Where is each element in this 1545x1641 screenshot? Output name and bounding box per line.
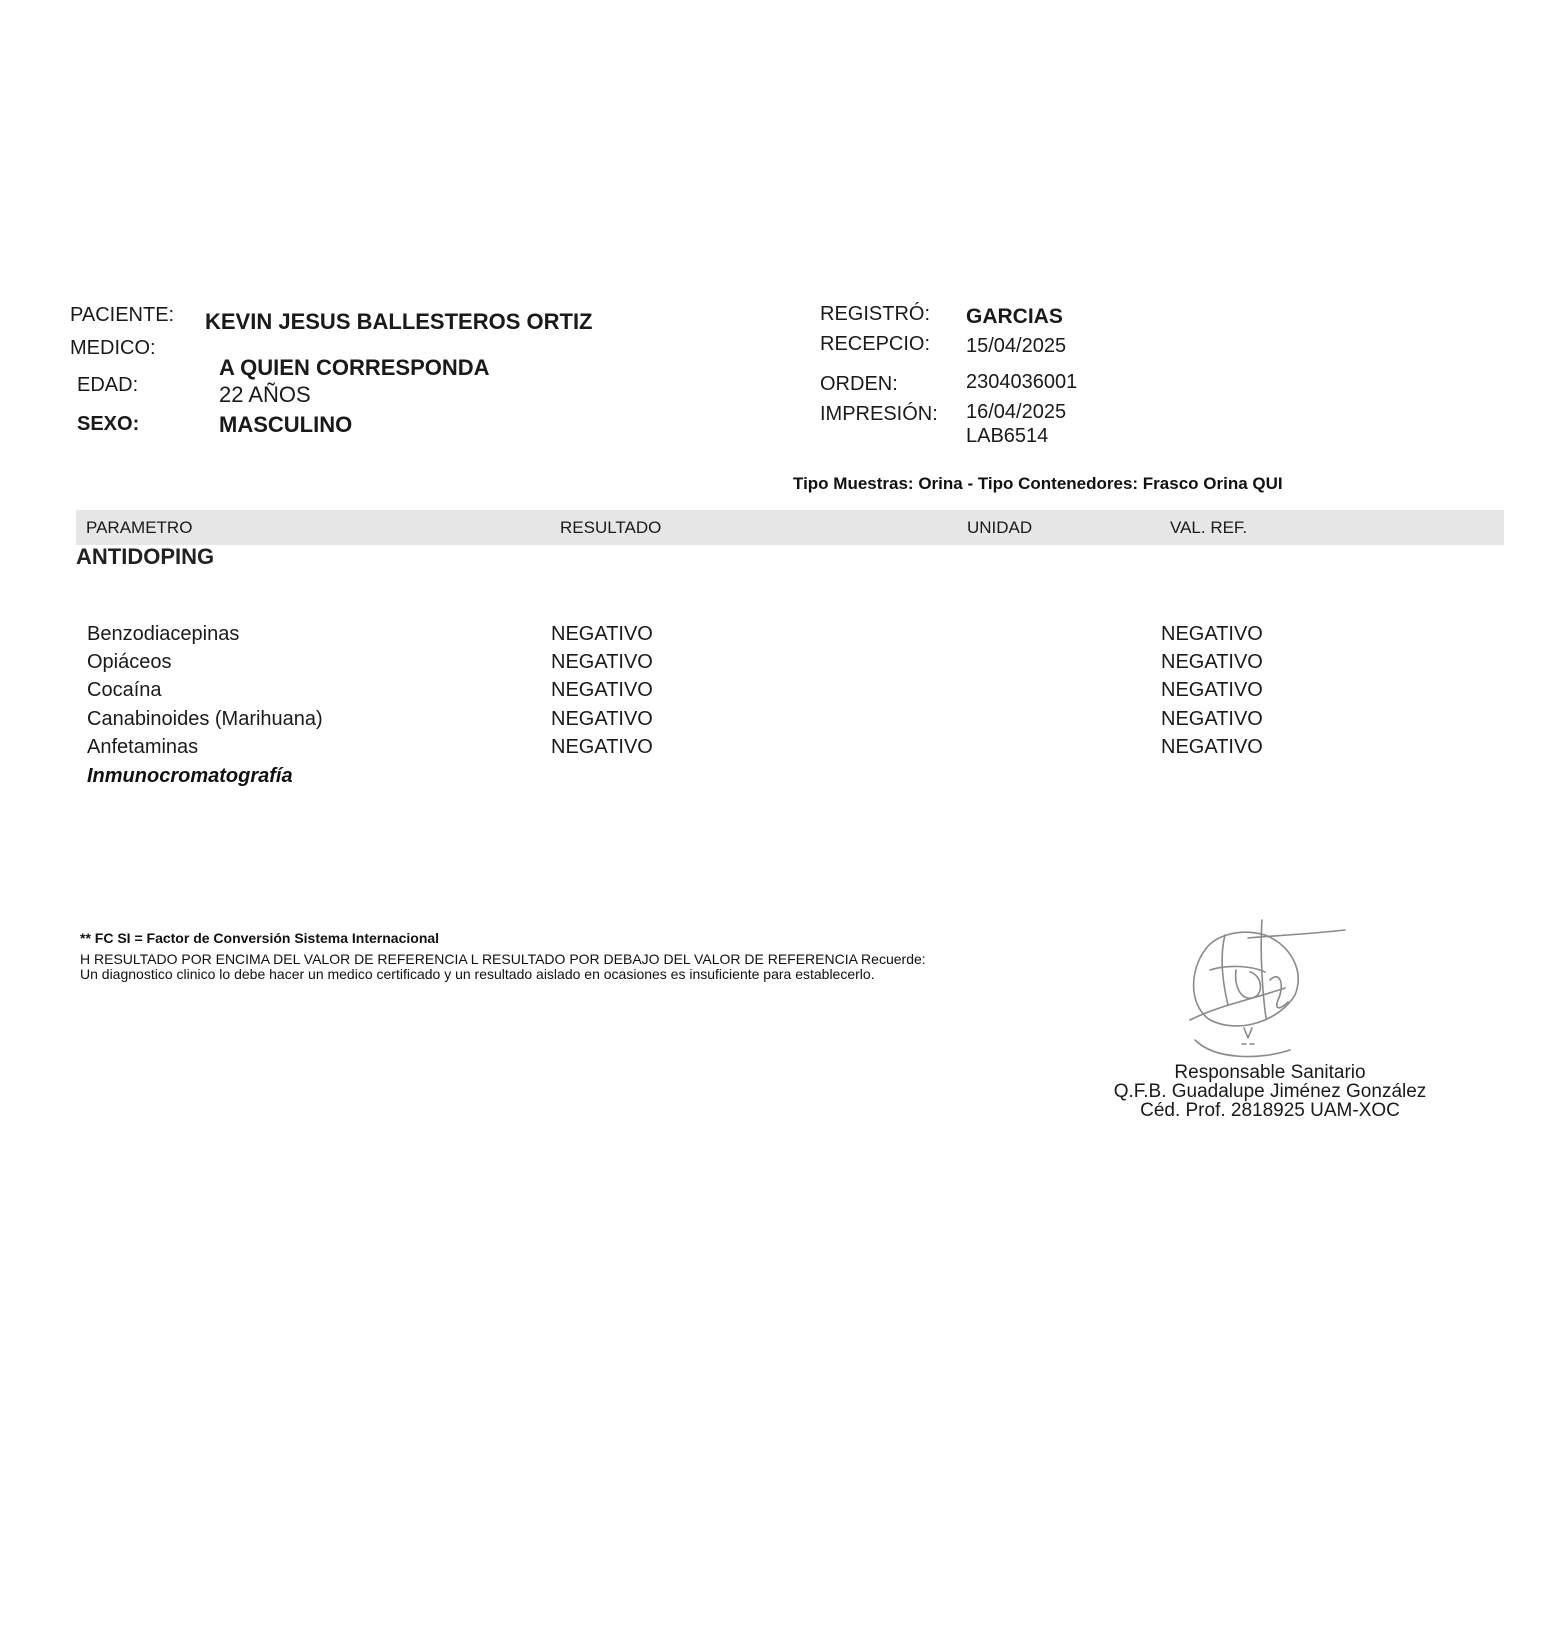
edad-label: EDAD: xyxy=(77,374,139,396)
cell-parametro: Benzodiacepinas xyxy=(87,623,240,645)
section-title: ANTIDOPING xyxy=(76,544,215,569)
signature-image xyxy=(1170,910,1360,1065)
registro-label: REGISTRÓ: xyxy=(820,303,931,325)
table-row xyxy=(0,651,1545,679)
signature-cedula: Céd. Prof. 2818925 UAM-XOC xyxy=(1140,1100,1400,1121)
header-val-ref: VAL. REF. xyxy=(1170,518,1248,537)
signature-name: Q.F.B. Guadalupe Jiménez González xyxy=(1113,1081,1427,1102)
cell-parametro: Opiáceos xyxy=(87,651,172,673)
method-label: Inmunocromatografía xyxy=(87,765,293,787)
cell-parametro: Canabinoides (Marihuana) xyxy=(87,708,323,730)
cell-resultado: NEGATIVO xyxy=(551,679,653,701)
cell-resultado: NEGATIVO xyxy=(551,623,653,645)
medico-label: MEDICO: xyxy=(70,337,156,359)
table-row xyxy=(0,679,1545,707)
sexo-label: SEXO: xyxy=(77,413,140,435)
recepcion-value: 15/04/2025 xyxy=(966,335,1067,357)
footer-line-1: H RESULTADO POR ENCIMA DEL VALOR DE REFERENCIA L RESULTADO POR DEBAJO DEL VALOR DE REFERENCIA Recuerde: xyxy=(80,951,926,967)
footer-line-2: Un diagnostico clinico lo debe hacer un medico certificado y un resultado aislado en ocasiones es insuficiente para establecerlo. xyxy=(80,966,875,982)
impresion-value: 16/04/2025 xyxy=(966,401,1067,423)
cell-resultado: NEGATIVO xyxy=(551,736,653,758)
cell-parametro: Anfetaminas xyxy=(87,736,199,758)
cell-val-ref: NEGATIVO xyxy=(1161,736,1263,758)
header-resultado: RESULTADO xyxy=(560,518,662,537)
table-row xyxy=(0,708,1545,736)
recepcion-label: RECEPCIO: xyxy=(820,333,931,355)
cell-parametro: Cocaína xyxy=(87,679,162,701)
cell-resultado: NEGATIVO xyxy=(551,651,653,673)
table-row xyxy=(0,623,1545,651)
table-header xyxy=(76,510,1504,545)
signature-title: Responsable Sanitario xyxy=(1174,1062,1366,1083)
table-row xyxy=(0,736,1545,764)
orden-value: 2304036001 xyxy=(966,371,1078,393)
fc-note: ** FC SI = Factor de Conversión Sistema Internacional xyxy=(80,930,440,946)
cell-val-ref: NEGATIVO xyxy=(1161,651,1263,673)
patient-label: PACIENTE: xyxy=(70,304,175,326)
edad-value: 22 AÑOS xyxy=(219,382,311,407)
lab-code: LAB6514 xyxy=(966,425,1049,447)
medico-value: A QUIEN CORRESPONDA xyxy=(219,355,490,380)
header-unidad: UNIDAD xyxy=(967,518,1033,537)
orden-label: ORDEN: xyxy=(820,373,898,395)
cell-val-ref: NEGATIVO xyxy=(1161,679,1263,701)
cell-val-ref: NEGATIVO xyxy=(1161,623,1263,645)
registro-value: GARCIAS xyxy=(966,305,1063,328)
cell-resultado: NEGATIVO xyxy=(551,708,653,730)
sexo-value: MASCULINO xyxy=(219,412,353,437)
patient-name: KEVIN JESUS BALLESTEROS ORTIZ xyxy=(205,309,593,334)
cell-val-ref: NEGATIVO xyxy=(1161,708,1263,730)
impresion-label: IMPRESIÓN: xyxy=(820,403,938,425)
header-parametro: PARAMETRO xyxy=(86,518,193,537)
sample-info: Tipo Muestras: Orina - Tipo Contenedores: Frasco Orina QUI xyxy=(793,474,1283,493)
